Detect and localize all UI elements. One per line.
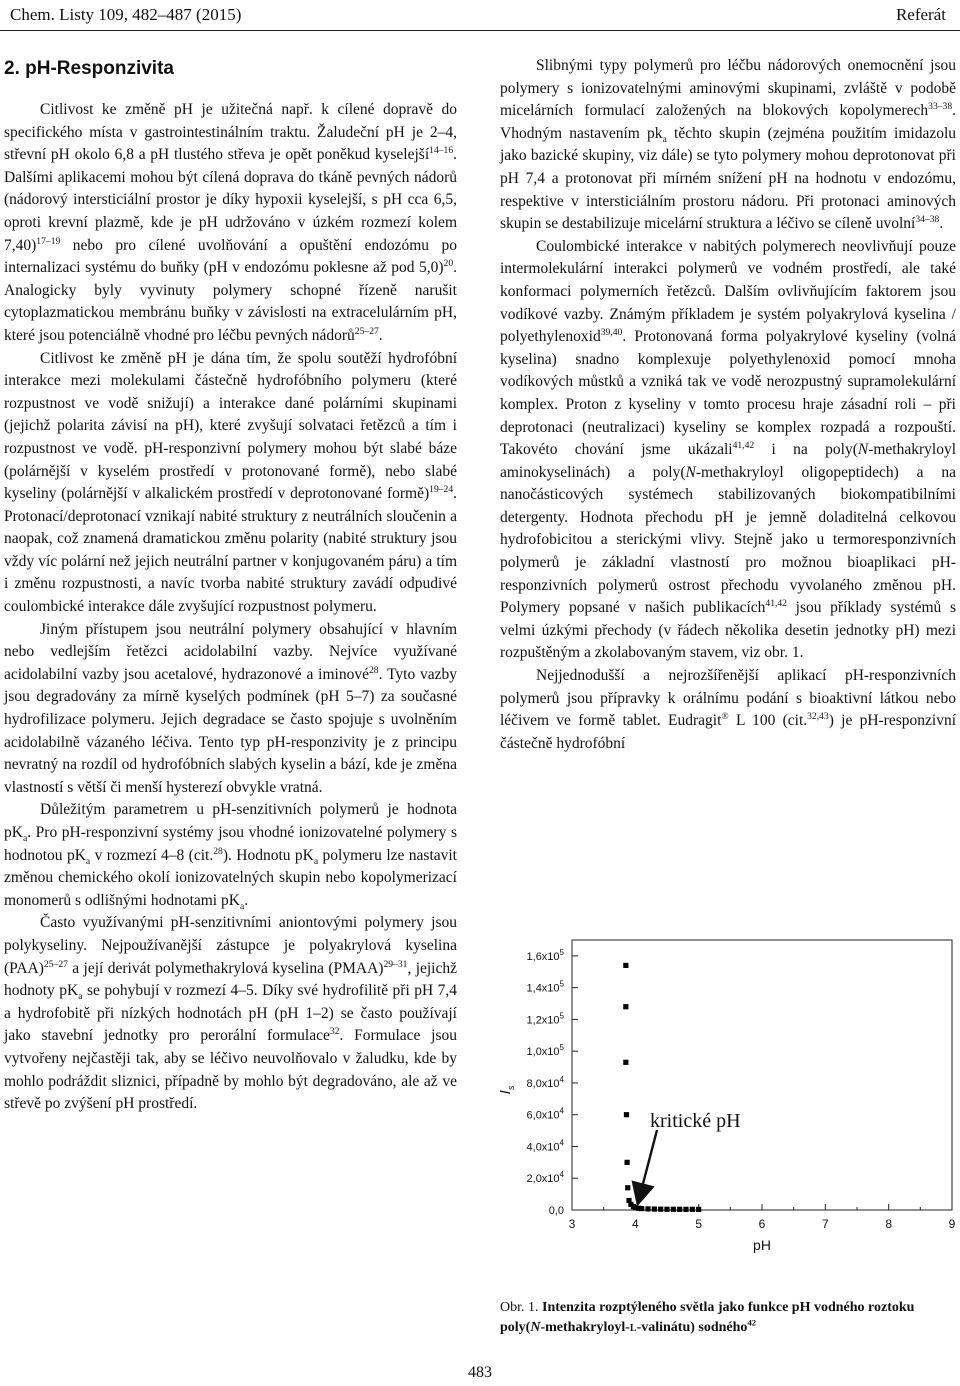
x-tick-label-3: 6	[758, 1217, 766, 1231]
y-tick-label-3: $6,0x10^4$	[526, 1106, 564, 1122]
y-tick-label-8: $1,6x10^5$	[526, 947, 564, 963]
figure-1	[492, 930, 960, 1253]
data-point-15	[664, 1207, 669, 1212]
right-paragraph-2: Coulombické interakce v nabitých polymerech neovlivňují pouze intermolekulární interakci polymerů ve vodném prostředí, ale také konformaci polymerních řetězců. Dalším ovlivňujícím faktorem jsou vodíkové vazby. Známým příkladem je systém polyakrylová kyselina / polyethylenoxid$^{39,40}$. Protonovaná forma polyakrylové kyseliny (volná kyselina) snadno komplexuje polyethylenoxid pomocí mnoha vodíkových můstků a vzniká tak ve vodě nerozpustný supramolekulární komplex. Proton z kyseliny v tomto procesu hraje zásadní roli – při deprotonaci (neutralizaci) kyseliny se komplex rozpadá a rozpouští. Takovéto chování jsme ukázali$^{41,42}$ i na poly(N-methakryloyl aminokyselinách) a poly(N-methakryloyl oligopeptidech) a na nanočásticových systémech stabilizovaných biokompatibilními detergenty. Hodnota přechodu pH je jemně doladitelná celkovou hydrofobicitou a sterickými vlivy. Stejně jako u termoresponzivních polymerů je základní vlastností pro možnou bioaplikaci pH-responzivních polymerů ostrost přechodu vyvolaného změnou pH. Polymery popsané v našich publikacích$^{41,42}$ jsou příklady systémů s velmi úzkými přechody (v řádech několika desetin jednotky pH) mezi rozpuštěným a zkolabovaným stavem, viz obr. 1.	[500, 237, 957, 662]
x-axis-label: pH	[753, 1237, 771, 1253]
annotation-text: kritické pH	[650, 1110, 741, 1132]
data-point-18	[683, 1207, 688, 1212]
right-paragraph-3: Nejjednodušší a nejrozšířenější aplikací pH-responzivních polymerů jsou přípravky k orálnímu podání s bioaktivní látkou nebo léčivem ve formě tablet. Eudragit® L 100 (cit.$^{32,43}$) je pH-responzivní částečně hydrofóbní	[500, 667, 956, 752]
x-tick-label-5: 8	[885, 1217, 893, 1231]
data-point-2	[623, 1060, 628, 1065]
x-tick-label-1: 4	[631, 1217, 639, 1231]
y-tick-label-7: $1,4x10^5$	[526, 979, 564, 995]
header-divider	[0, 30, 960, 31]
left-paragraph-4: Důležitým parametrem u pH-senzitivních polymerů je hodnota $pK_a$. Pro pH-responzivní systémy jsou vhodné ionizovatelné polymery s hodnotou $pK_a$ v rozmezí 4–8 (cit.$^{28}$). Hodnotu $pK_a$ polymeru lze nastavit změnou chemického okolí ionizovatelných skupin nebo kopolymerizací monomerů s odlišnými hodnotami $pK_a$.	[4, 801, 457, 912]
data-point-5	[625, 1185, 630, 1190]
article-type: Referát	[895, 5, 946, 24]
left-column	[4, 99, 457, 1116]
right-paragraph-1: Slibnými typy polymerů pro léčbu nádorových onemocnění jsou polymery s ionizovatelnými aminovými skupinami, zvláště v podobě micelárních formulací založených na blokových kopolymerech$^{33-38}$. Vhodným nastavením $pk_a$ těchto skupin (zejména použitím imidazolu jako bazické skupiny, viz dále) se tyto polymery mohou deprotonovat při pH 7,4 a protonovat při mírném snížení pH na hodnotu v endozómu, respektive v intersticiálním prostoru nádoru. Při protonaci aminových skupin se destabilizuje micelární struktura a léčivo se cíleně uvolní$^{34-38}$.	[500, 57, 957, 233]
right-column	[500, 55, 956, 755]
data-point-1	[623, 1004, 628, 1009]
page-number: 483	[468, 1364, 492, 1381]
caption-label: Obr. 1.	[500, 1300, 539, 1315]
left-paragraph-3: Jiným přístupem jsou neutrální polymery obsahující v hlavním nebo vedlejším řetězci acidolabilní vazby. Nejvíce využívané acidolabilní vazby jsou acetalové, hydrazonové a iminové$^{28}$. Tyto vazby jsou degradovány za mírně kyselých podmínek (pH 5–7) za současné hydrofilizace polymeru. Jejich degradace se často spojuje s uvolněním acidolabilně vázaného léčiva. Tento typ pH-responzivity je z principu nevratný na rozdíl od hydrofóbních slabých kyselin a bází, kde je změna vlastností s větší či menší hysterezí obvykle vratná.	[4, 620, 458, 796]
y-tick-label-5: $1,0x10^5$	[526, 1043, 564, 1059]
data-point-4	[625, 1160, 630, 1165]
scatter-chart	[492, 930, 960, 1253]
data-point-11	[639, 1206, 644, 1211]
data-point-20	[696, 1207, 701, 1212]
data-point-3	[624, 1112, 629, 1117]
x-tick-label-0: 3	[568, 1217, 576, 1231]
data-point-16	[671, 1207, 676, 1212]
x-tick-label-6: 9	[948, 1217, 956, 1231]
y-axis-label: $I_s$	[497, 1085, 516, 1095]
caption-text: Intenzita rozptýleného světla jako funkce pH vodného roztoku poly(N-methakryloyl-l-valinátu) sodného$^{42}$	[500, 1300, 915, 1335]
y-tick-label-6: $1,2x10^5$	[526, 1011, 564, 1027]
data-point-14	[658, 1207, 663, 1212]
left-paragraph-2: Citlivost ke změně pH je dána tím, že spolu soutěží hydrofóbní interakce mezi molekulami částečně hydrofóbního polymeru (které rozpustnost ve vodě snižují) a interakce dané polárními skupinami (jejichž polarita závisí na pH), které zvyšují solvataci řetězců a tím i rozpustnost ve vodě. pH-responzivní polymery mohou být slabé báze (polárnější v kyselém prostředí v protonované formě), nebo slabé kyseliny (polárnější v alkalickém prostředí v deprotonované formě)$^{19-24}$. Protonací/deprotonací vznikají nabité struktury z neutrálních sloučenin a naopak, což znamená dramatickou změnu polarity (nabité struktury jsou vždy víc polární než jejich neutrální partner v konjugovaném páru) a tím i změnu rozpustnosti, a navíc tvorba nabité struktury zavádí odpudivé coulombické interakce dále zvyšující rozpustnost polymeru.	[4, 349, 457, 616]
x-tick-label-2: 5	[695, 1217, 703, 1231]
data-point-0	[623, 963, 628, 968]
x-tick-label-4: 7	[821, 1217, 829, 1231]
data-point-13	[652, 1206, 657, 1211]
running-header	[10, 4, 946, 26]
y-tick-label-4: $8,0x10^4$	[526, 1074, 564, 1090]
left-paragraph-5: Často využívanými pH-senzitivními aniontovými polymery jsou polykyseliny. Nejpoužívanější zástupce je polyakrylová kyselina (PAA)$^{25-27}$ a její derivát polymethakrylová kyselina (PMAA)$^{29-31}$, jejichž hodnoty $pK_a$ se pohybují v rozmezí 4–5. Díky své hydrofilitě při pH 7,4 a hydrofobitě při nízkých hodnotách pH (pH 1–2) se často používají jako stavební jednotky pro perorální formulace$^{32}$. Formulace jsou vytvořeny nejčastěji tak, aby se léčivo neuvolňovalo v žaludku, kde by mohlo podráždit sliznici, případně by mohlo být degradováno, ale až ve střevě po zvýšení pH prostředí.	[4, 914, 458, 1113]
journal-citation: Chem. Listy 109, 482–487 (2015)	[10, 5, 242, 24]
annotation-arrow	[638, 1130, 657, 1202]
data-point-17	[677, 1207, 682, 1212]
data-point-19	[690, 1207, 695, 1212]
y-tick-label-0: 0,0	[548, 1205, 564, 1217]
y-tick-label-1: $2,0x10^4$	[526, 1170, 564, 1186]
figure-caption	[500, 1298, 956, 1338]
y-tick-label-2: $4,0x10^4$	[526, 1138, 564, 1154]
section-title: 2. pH-Responzivita	[4, 58, 174, 79]
data-point-12	[645, 1206, 650, 1211]
plot-frame	[572, 940, 952, 1210]
left-paragraph-1: Citlivost ke změně pH je užitečná např. k cílené dopravě do specifického místa v gastrointestinálním traktu. Žaludeční pH je 2–4, střevní pH okolo 6,8 a pH tlustého střeva je opět poněkud kyselejší$^{14-16}$. Dalšími aplikacemi mohou být cílená doprava do tkáně pevných nádorů (nádorový intersticiální prostor je díky hypoxii kyselejší, s pH cca 6,5, oproti krevní plazmě, kde je pH udržováno v úzkém rozmezí kolem 7,40)$^{17-19}$ nebo pro cílené uvolňování a opuštění endozómu po internalizaci systému do buňky (pH v endozómu poklesne až pod 5,0)$^{20}$. Analogicky byly vyvinuty polymery schopné řízeně narušit cytoplazmatickou membránu buňky v závislosti na extracelulárním pH, které jsou potenciálně vhodné pro léčbu pevných nádorů$^{25-27}$.	[4, 101, 457, 344]
